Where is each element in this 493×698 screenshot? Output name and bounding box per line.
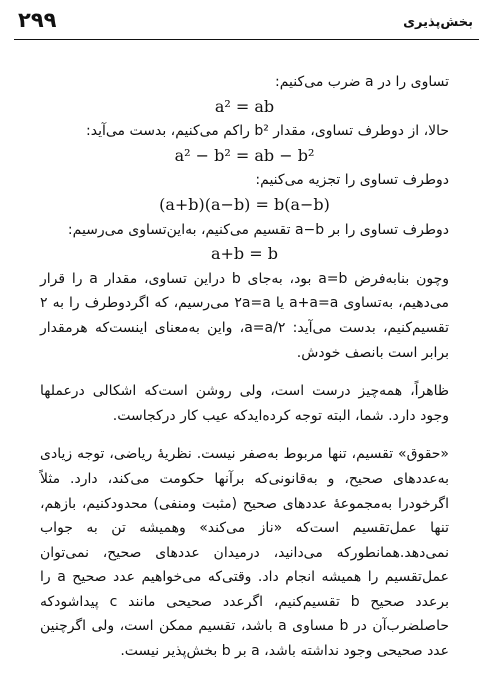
header-rule bbox=[14, 39, 479, 40]
page-number: ۲۹۹ bbox=[18, 8, 57, 32]
paragraph-flaw: ظاهراً، همه‌چیز درست است، ولی روشن است‌که اشکالی درعملها وجود دارد. شما، البته توجه کرده‌اید‌که عیب کار در‌کجاست. bbox=[40, 383, 449, 424]
paragraph-conclusion: وچون بنابه‌فرض a=b بود، به‌جای b دراین تساوی، مقدار a را قرار می‌دهیم، به‌تساوی a+a=a یا ۲a=a می‌رسیم، که اگردوطرف را به ۲ تقسیم‌کنیم، بدست می‌آید: a=a/۲، واین به‌معنای اینست‌که هرمقدار برابر است بانصف خودش. bbox=[40, 270, 450, 361]
equation-3: (a+b)(a−b) = b(a−b) bbox=[159, 194, 330, 214]
paragraph-division-rights: «حقوق» تقسیم، تنها مربوط به‌صفر نیست. نظریهٔ ریاضی، توجه زیادی به‌عددهای صحیح، و به‌قانونی‌که برآنها حکومت می‌کند، دارد. مثلاً اگرخودرا به‌مجموعهٔ عددهای صحیح (مثبت ومنفی) محدودکنیم، بازهم، تنها عمل‌تقسیم است‌که «ناز می‌کند» وهمیشه تن به جواب نمی‌دهد.همانطورکه می‌دانید، درمیدان عددهای صحیح، نمی‌توان عمل‌تقسیم را همیشه انجام داد. وقتی‌که می‌خواهیم عدد صحیح a را برعدد صحیح b تقسیم‌کنیم، اگرعدد صحیحی مانند c پیداشودکه حاصلضرب‌آن در b مساوی a باشد، تقسیم ممکن است، ولی اگرچنین عدد صحیحی وجود نداشته باشد، a بر b بخش‌پذیر نیست. bbox=[40, 446, 449, 660]
paragraph-divide: دوطرف تساوی را بر a−b تقسیم می‌کنیم، به‌این‌تساوی می‌رسیم: bbox=[67, 221, 449, 238]
equation-1: a² = ab bbox=[214, 96, 275, 116]
equation-4: a+b = b bbox=[210, 244, 278, 264]
paragraph-subtract: حالا، از دوطرف تساوی، مقدار b² راکم می‌کنیم، بدست می‌آید: bbox=[86, 123, 449, 140]
spacer bbox=[40, 365, 449, 379]
spacer bbox=[40, 428, 449, 442]
equation-2: a² − b² = ab − b² bbox=[174, 145, 315, 165]
page-header bbox=[14, 6, 479, 40]
running-title: بخش‌پذیری bbox=[403, 15, 473, 30]
paragraph-factor: دوطرف تساوی را تجزیه می‌کنیم: bbox=[255, 172, 449, 189]
paragraph-multiply: تساوی را در a ضرب می‌کنیم: bbox=[275, 74, 449, 90]
page-body bbox=[40, 70, 449, 664]
